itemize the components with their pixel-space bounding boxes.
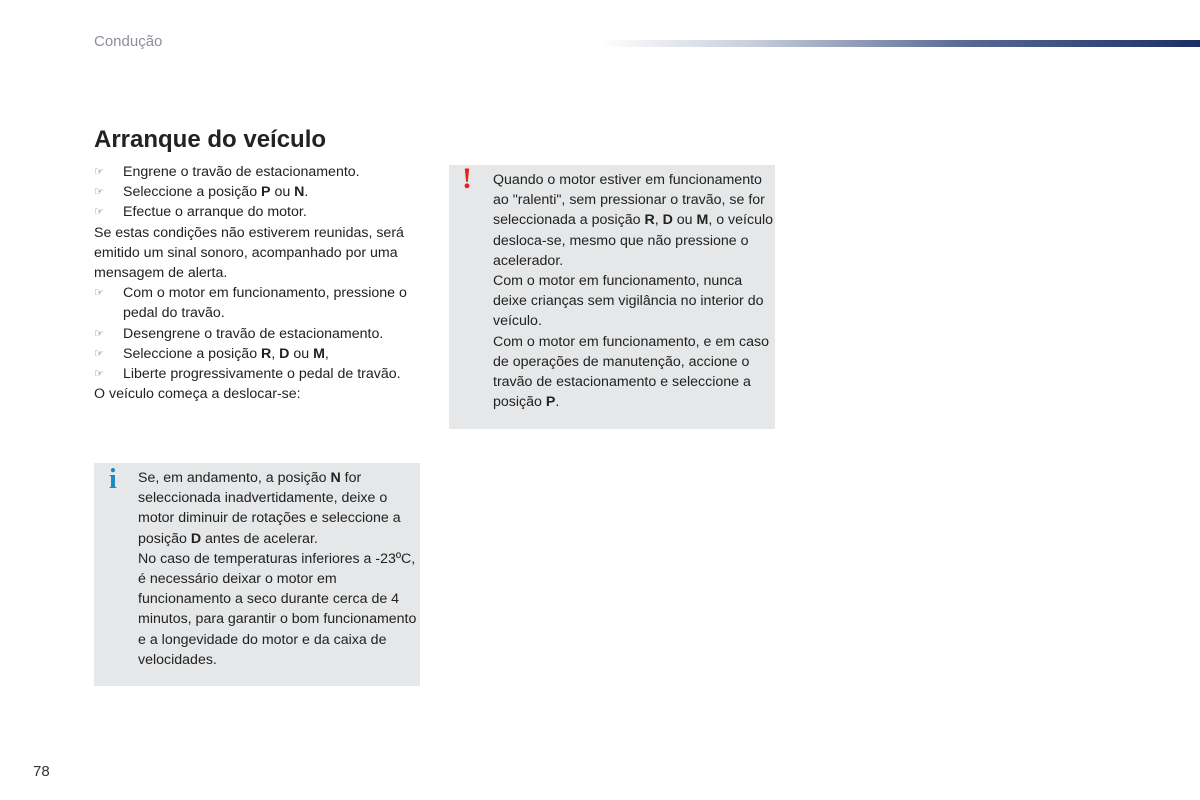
bullet-text: Desengrene o travão de estacionamento. — [123, 325, 384, 342]
bullet-text: Com o motor em funcionamento, pressione o pedal do travão. — [123, 285, 407, 322]
info-box — [94, 463, 420, 686]
info-paragraph: Se, em andamento, a posição N for seleccionada inadvertidamente, deixe o motor diminuir de rotações e seleccione a posição D antes de acelerar. — [138, 470, 401, 547]
bullet-item — [94, 283, 429, 323]
info-paragraph: No caso de temperaturas inferiores a -23ºC, é necessário deixar o motor em funcionamento a seco durante cerca de 4 minutos, para garantir o bom funcionamento e a longevidade do motor e da caixa de velocidades. — [138, 550, 417, 668]
pointing-hand-icon: ☞ — [94, 347, 104, 360]
bullet-item — [94, 202, 429, 222]
bullet-text: Seleccione a posição P ou N. — [123, 184, 309, 201]
bullet-item — [94, 162, 429, 182]
pointing-hand-icon: ☞ — [94, 327, 104, 340]
pointing-hand-icon: ☞ — [94, 166, 104, 178]
warning-paragraph: Com o motor em funcionamento, e em caso de operações de manutenção, accione o travão de estacionamento e seleccione a posição P. — [493, 333, 769, 411]
bullet-text: Efectue o arranque do motor. — [123, 204, 307, 221]
bullet-item — [94, 344, 429, 364]
pointing-hand-icon: ☞ — [94, 287, 104, 300]
warning-paragraph: Quando o motor estiver em funcionamento ao "ralenti", sem pressionar o travão, se for seleccionada a posição R, D ou M, o veículo desloca-se, mesmo que não pressione o acelerador. — [493, 172, 773, 269]
page-title: Arranque do veículo — [94, 126, 327, 153]
bullet-text: Engrene o travão de estacionamento. — [123, 164, 360, 180]
info-text — [138, 468, 418, 670]
pointing-hand-icon: ☞ — [94, 206, 104, 219]
bullet-item — [94, 182, 429, 202]
warning-text — [493, 170, 773, 412]
bullet-text: Liberte progressivamente o pedal de travão. — [123, 366, 401, 383]
warning-box — [449, 162, 775, 429]
section-label: Condução — [94, 33, 163, 50]
bullet-item — [94, 364, 429, 384]
page-number: 78 — [33, 763, 50, 780]
header-bar — [600, 40, 1200, 47]
paragraph: O veículo começa a deslocar-se: — [94, 386, 301, 403]
left-column — [94, 162, 429, 404]
info-icon: i — [109, 464, 117, 495]
pointing-hand-icon: ☞ — [94, 186, 104, 199]
warning-icon: ! — [462, 162, 472, 195]
bullet-item — [94, 324, 429, 344]
warning-paragraph: Com o motor em funcionamento, nunca deixe crianças sem vigilância no interior do veículo. — [493, 273, 764, 330]
paragraph: Se estas condições não estiverem reunidas, será emitido um sinal sonoro, acompanhado por uma mensagem de alerta. — [94, 224, 404, 282]
pointing-hand-icon: ☞ — [94, 368, 104, 381]
bullet-text: Seleccione a posição R, D ou M, — [123, 345, 329, 362]
